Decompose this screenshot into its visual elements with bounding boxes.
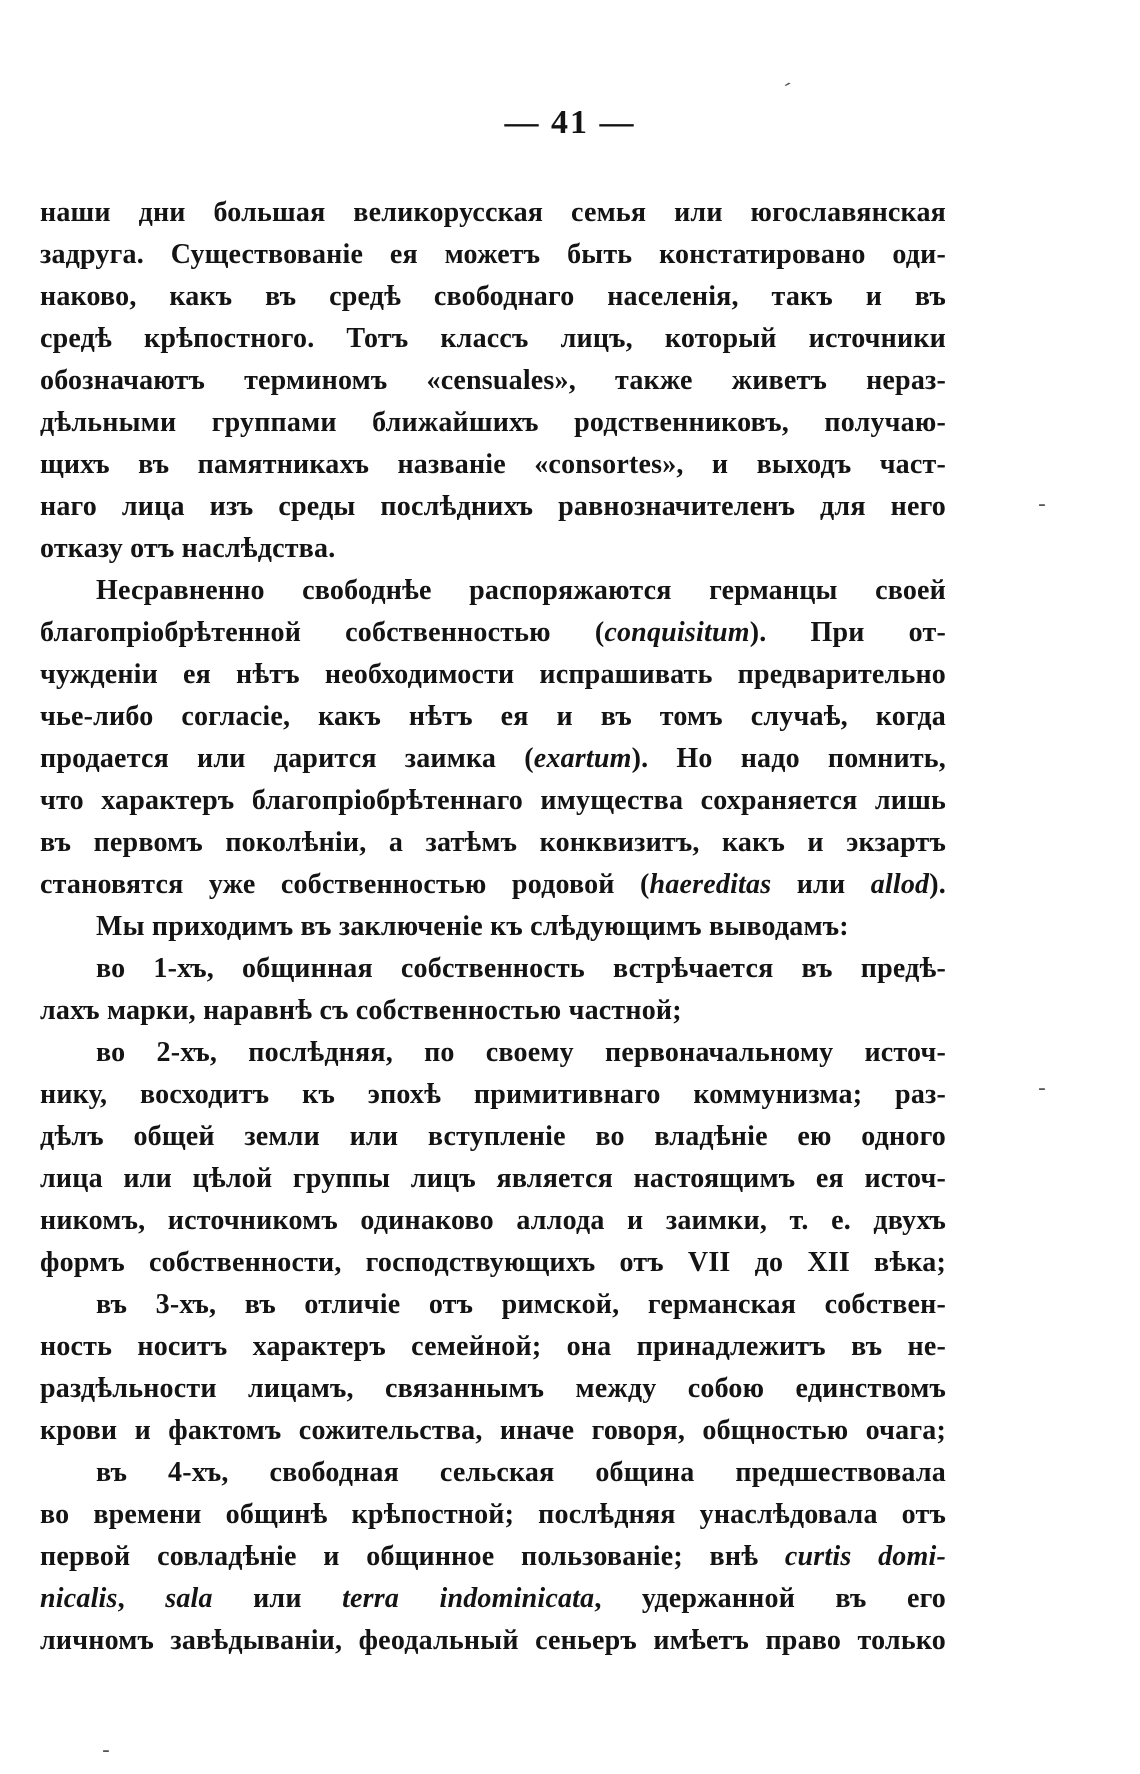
text-span: или [212,1583,343,1614]
text-line [40,612,946,654]
text-line [40,738,946,780]
margin-dash-mark: - [102,1738,110,1763]
text-line [40,696,946,738]
latin-term: curtis domi- [784,1541,946,1572]
text-span: ). [929,869,946,900]
text-span: во времени общинѣ крѣпостной; послѣдняя унаслѣдовала отъ [40,1499,946,1530]
margin-tick-mark: ˊ [774,78,793,107]
latin-term: sala [165,1583,213,1614]
text-span: первой совладѣніе и общинное пользованіе; внѣ [40,1541,785,1572]
text-line [40,1536,946,1578]
text-line: щихъ въ памятникахъ названіе «consortes», и выходъ част- [40,449,946,480]
text-span: становятся уже собственностью родовой ( [40,869,650,900]
text-span: чье-либо согласіе, какъ нѣтъ ея и въ томъ случаѣ, когда [40,701,946,732]
text-line: ность носитъ характеръ семейной; она принадлежитъ въ не- [40,1331,946,1362]
text-span: въ первомъ поколѣніи, а затѣмъ конквизитъ, какъ и экзартъ [40,827,946,858]
text-line: во 1-хъ, общинная собственность встрѣчается въ предѣ- [96,953,946,984]
text-span: или [771,869,871,900]
text-span: Несравненно свободнѣе распоряжаются германцы своей [96,575,946,606]
text-line [40,1578,946,1620]
text-line [40,1452,946,1494]
text-line [40,864,946,906]
text-line [40,1494,946,1536]
text-line: отказу отъ наслѣдства. [40,533,336,564]
text-line: лахъ марки, наравнѣ съ собственностью частной; [40,995,682,1026]
text-line [40,570,946,612]
text-line: средѣ крѣпостного. Тотъ классъ лицъ, который источники [40,323,946,354]
text-span: , удержанной въ его [594,1583,946,1614]
text-line: наши дни большая великорусская семья или югославянская [40,197,946,228]
conclusions-intro: Мы приходимъ въ заключеніе къ слѣдующимъ выводамъ: [96,911,849,942]
text-span: ). Но надо помнить, [631,743,946,774]
text-span: благопріобрѣтенной собственностью ( [40,617,605,648]
margin-dash-mark: - [1038,492,1046,517]
body-text [40,192,946,1662]
text-line: нику, восходитъ къ эпохѣ примитивнаго коммунизма; раз- [40,1079,946,1110]
text-line: крови и фактомъ сожительства, иначе говоря, общностью очага; [40,1415,946,1446]
margin-dash-mark: - [1038,1076,1046,1101]
conclusions-section [40,906,946,1662]
text-line: обозначаютъ терминомъ «censuales», также живетъ нераз- [40,365,946,396]
text-line: раздѣльности лицамъ, связаннымъ между собою единствомъ [40,1373,946,1404]
text-span: , [117,1583,166,1614]
text-line: наго лица изъ среды послѣднихъ равнозначителенъ для него [40,491,946,522]
text-span: ). При от- [749,617,946,648]
paragraph-property [40,570,946,906]
text-line: задруга. Существованіе ея можетъ быть констатировано оди- [40,239,946,270]
latin-term: exartum [533,743,632,774]
text-line: наково, какъ въ средѣ свободнаго населенія, такъ и въ [40,281,946,312]
latin-term: haereditas [649,869,772,900]
latin-term: allod [870,869,930,900]
text-line: въ 3-хъ, въ отличіе отъ римской, германская собствен- [96,1289,946,1320]
text-line [40,1620,946,1662]
text-span: что характеръ благопріобрѣтеннаго имущества сохраняется лишь [40,785,946,816]
text-line: никомъ, источникомъ одинаково аллода и заимки, т. е. двухъ [40,1205,946,1236]
paragraph-continuation [40,192,946,570]
text-line [40,780,946,822]
page-number: — 41 — [504,104,636,141]
text-span: въ 4-хъ, свободная сельская община предшествовала [96,1457,946,1488]
text-line: дѣлъ общей земли или вступленіе во владѣніе ею одного [40,1121,946,1152]
latin-term: nicalis [40,1583,118,1614]
text-line: формъ собственности, господствующихъ отъ VII до XII вѣка; [40,1247,946,1278]
text-line [40,654,946,696]
text-line [40,822,946,864]
latin-term: conquisitum [604,617,750,648]
text-span: продается или дарится заимка ( [40,743,534,774]
text-line: дѣльными группами ближайшихъ родственниковъ, получаю- [40,407,946,438]
text-line: лица или цѣлой группы лицъ является настоящимъ ея источ- [40,1163,946,1194]
text-line: во 2-хъ, послѣдняя, по своему первоначальному источ- [96,1037,946,1068]
text-span: личномъ завѣдываніи, феодальный сеньеръ имѣетъ право только [40,1625,946,1656]
text-span: чужденіи ея нѣтъ необходимости испрашивать предварительно [40,659,946,690]
latin-term: terra indominicata [342,1583,595,1614]
